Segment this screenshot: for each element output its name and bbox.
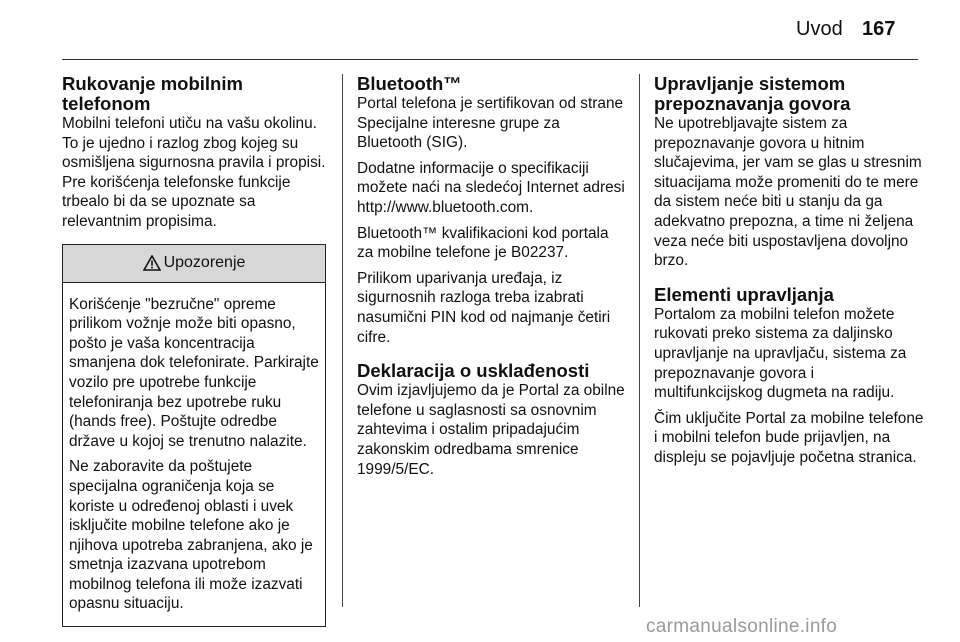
paragraph: Bluetooth™ kvalifikacioni kod portala za mobilne telefone je B02237. [357, 224, 609, 262]
warning-body [63, 283, 325, 627]
heading-bluetooth: Bluetooth™ [357, 73, 462, 94]
column-right [654, 74, 926, 474]
warning-triangle-icon [143, 255, 161, 271]
paragraph: Mobilni telefoni utiču na vašu okolinu. To je ujedno i razlog zbog kojeg su osmišljena sigurnosna pravila i propisi. Pre korišćenja telefonske funkcije trbealo bi da se upoznate sa relevantnim propisima. [62, 115, 326, 230]
page-number: 167 [862, 18, 896, 40]
paragraph: Ovim izjavljujemo da je Portal za obilne telefone u saglasnosti sa osnovnim zahtevima i ostalim pripadajućim zakonskim odredbama smrenice 1999/5/EC. [357, 382, 625, 478]
page-header [0, 0, 960, 62]
heading-phone-handling: Rukovanje mobilnim telefonom [62, 73, 243, 114]
paragraph: Korišćenje "bezručne" opreme prilikom vožnje može biti opasno, pošto je vaša koncentracija smanjena dok telefonirate. Parkirajte vozilo pre upotrebe funkcije telefoniranja bez upotrebe ruku (hands free). Poštujte odredbe države u kojoj se trenutno nalazite. [69, 295, 319, 450]
section-title: Uvod [796, 18, 843, 40]
heading-declaration: Deklaracija o usklađenosti [357, 360, 590, 382]
paragraph: Ne upotrebljavajte sistem za prepoznavanje govora u hitnim slučajevima, jer vam se glas u stresnim situacijama može promeniti do te mere da sistem neće biti u stanju da ga adekvatno prepozna, a time ni željena veza neće biti uspostavljena dovoljno brzo. [654, 115, 922, 270]
paragraph: Dodatne informacije o specifikaciji možete naći na sledećoj Internet adresi http://www.bluetooth.com. [357, 159, 625, 216]
watermark: carmanualsonline.info [646, 616, 838, 637]
heading-voice-recognition: Upravljanje sistemom prepoznavanja govora [654, 73, 851, 114]
paragraph: Portal telefona je sertifikovan od strane Specijalne interesne grupe za Bluetooth (SIG). [357, 95, 624, 152]
warning-title: Upozorenje [163, 254, 246, 272]
heading-controls: Elementi upravljanja [654, 283, 834, 305]
column-middle [357, 74, 627, 485]
paragraph: Čim uključite Portal za mobilne telefone i mobilni telefon bude prijavljen, na displeju se pojavljuje početna stranica. [654, 409, 924, 466]
warning-header [63, 245, 325, 283]
column-divider [342, 74, 343, 607]
paragraph: Prilikom uparivanja uređaja, iz sigurnosnih razloga treba izabrati nasumični PIN kod od najmanje četiri cifre. [357, 269, 611, 346]
column-divider [639, 74, 640, 607]
paragraph: Ne zaboravite da poštujete specijalna ograničenja koja se koriste u određenoj oblasti i uvek isključite mobilne telefone ako je njihova upotreba zabranjena, ako je smetnja izazvana upotrebom mobilnog telefona ili može izazvati opasnu situaciju. [69, 458, 313, 613]
paragraph: Portalom za mobilni telefon možete rukovati preko sistema za daljinsko upravljanje na upravljaču, sistema za prepoznavanje govora i multifunkcijskog dugmeta na radiju. [654, 305, 907, 402]
header-rule [62, 59, 918, 60]
column-left [62, 74, 330, 627]
warning-box [62, 244, 326, 628]
